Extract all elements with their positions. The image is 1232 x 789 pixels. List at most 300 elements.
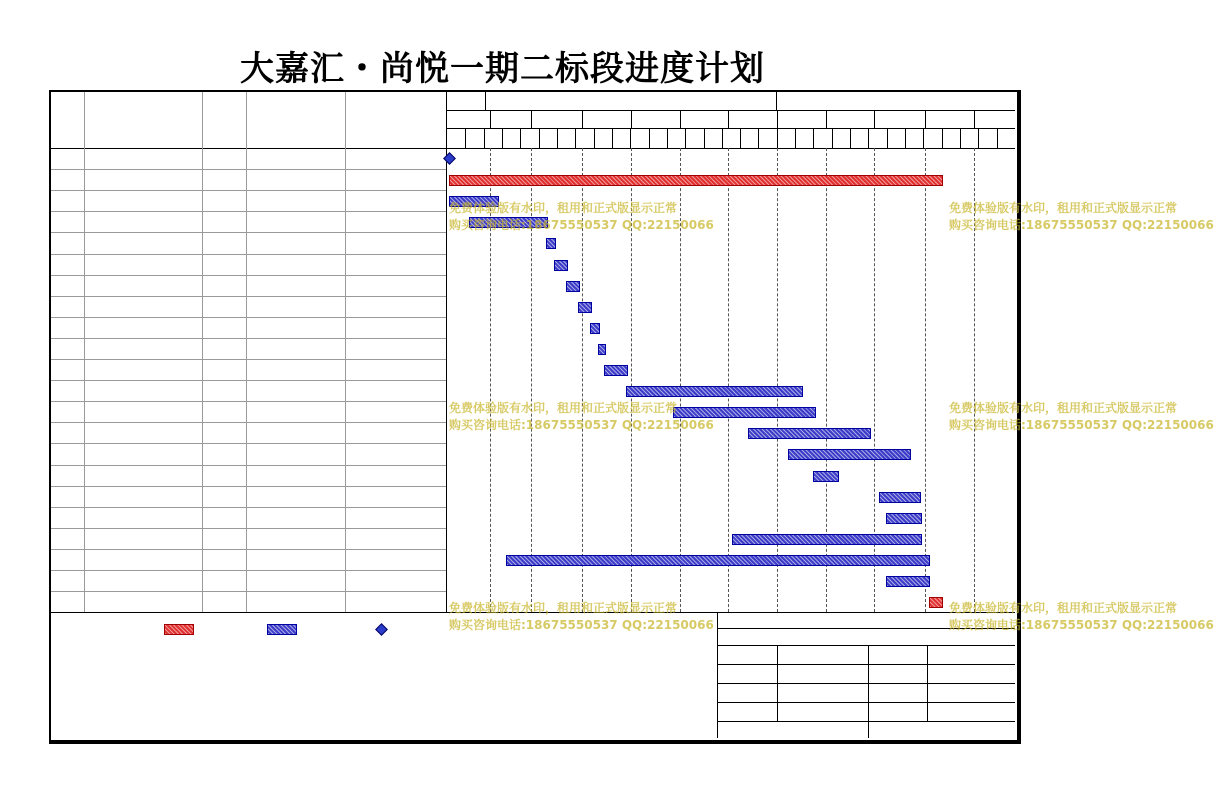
watermark-line: 购买咨询电话:18675550537 QQ:22150066 — [949, 218, 1214, 232]
task-end — [347, 299, 444, 313]
task-id — [55, 468, 83, 482]
task-end — [347, 510, 444, 524]
task-end — [347, 257, 444, 271]
bar-label — [554, 214, 734, 228]
grid-line — [51, 232, 446, 233]
task-end — [347, 214, 444, 228]
task-id — [55, 531, 83, 545]
grid-line — [874, 110, 875, 128]
grid-line — [680, 110, 681, 128]
task-start — [248, 235, 344, 249]
task-id — [55, 510, 83, 524]
grid-line — [557, 128, 558, 148]
task-end — [347, 383, 444, 397]
grid-line — [51, 317, 446, 318]
task-duration — [205, 235, 244, 249]
bar-label — [927, 489, 1107, 503]
critical-task-bar — [929, 597, 943, 608]
task-bar — [546, 238, 556, 249]
year-label — [776, 94, 1015, 108]
task-end — [347, 489, 444, 503]
task-end — [347, 320, 444, 334]
grid-line — [795, 128, 796, 148]
day-label — [997, 130, 1015, 144]
bar-label — [562, 235, 742, 249]
task-start — [248, 510, 344, 524]
grid-line — [942, 128, 943, 148]
task-start — [248, 594, 344, 608]
header-end — [345, 114, 446, 128]
task-start — [248, 193, 344, 207]
task-bar — [578, 302, 592, 313]
legend-normal-swatch — [267, 624, 297, 635]
task-name — [96, 594, 200, 608]
grid-line — [850, 128, 851, 148]
grid-line — [594, 128, 595, 148]
day-label — [758, 130, 776, 144]
task-duration — [205, 446, 244, 460]
watermark-line: 购买咨询电话:18675550537 QQ:22150066 — [949, 418, 1214, 432]
month-label — [974, 112, 1015, 126]
bar-label — [928, 510, 1108, 524]
bar-label — [586, 278, 766, 292]
task-start — [248, 573, 344, 587]
task-duration — [205, 573, 244, 587]
grid-line — [777, 128, 778, 148]
task-bar — [449, 196, 499, 207]
critical-task-bar — [449, 175, 943, 186]
grid-line — [923, 128, 924, 148]
grid-line — [51, 570, 446, 571]
task-name — [96, 235, 200, 249]
bar-label — [949, 594, 1129, 608]
gridline-dashed — [925, 148, 926, 612]
task-start — [248, 446, 344, 460]
grid-line — [520, 128, 521, 148]
task-id — [55, 573, 83, 587]
info-value — [927, 686, 1015, 700]
task-id — [55, 214, 83, 228]
watermark-line: 免费体验版有水印，租用和正式版显示正常 — [449, 401, 678, 415]
day-label — [923, 130, 941, 144]
day-label — [667, 130, 685, 144]
info-label — [868, 667, 927, 681]
task-name — [96, 362, 200, 376]
grid-line — [813, 128, 814, 148]
month-label — [490, 112, 531, 126]
grid-line — [777, 110, 778, 128]
grid-line — [717, 702, 1015, 703]
task-duration — [205, 510, 244, 524]
grid-line — [446, 128, 1015, 129]
task-end — [347, 446, 444, 460]
task-bar — [506, 555, 930, 566]
task-start — [248, 320, 344, 334]
info-label — [717, 667, 777, 681]
info-project — [717, 613, 1015, 627]
day-label — [539, 130, 557, 144]
task-name — [96, 404, 200, 418]
watermark-line: 购买咨询电话:18675550537 QQ:22150066 — [449, 218, 714, 232]
grid-line — [649, 128, 650, 148]
task-id — [55, 235, 83, 249]
bar-label — [809, 383, 989, 397]
task-start — [248, 341, 344, 355]
task-duration — [205, 531, 244, 545]
grid-line — [704, 128, 705, 148]
year-label — [447, 94, 485, 108]
header-name — [84, 114, 202, 128]
task-duration — [205, 193, 244, 207]
year-label — [485, 94, 776, 108]
info-label — [717, 686, 777, 700]
watermark-line: 购买咨询电话:18675550537 QQ:22150066 — [449, 618, 714, 632]
grid-line — [51, 549, 446, 550]
task-start — [248, 404, 344, 418]
month-label — [874, 112, 925, 126]
grid-line — [758, 128, 759, 148]
month-label — [631, 112, 680, 126]
task-end — [347, 151, 444, 165]
header-duration — [202, 114, 246, 128]
watermark-line: 免费体验版有水印，租用和正式版显示正常 — [949, 401, 1178, 415]
task-id — [55, 257, 83, 271]
month-label — [582, 112, 631, 126]
task-id — [55, 278, 83, 292]
task-duration — [205, 151, 244, 165]
grid-line — [868, 128, 869, 148]
day-label — [465, 130, 483, 144]
task-end — [347, 172, 444, 186]
info-label — [868, 705, 927, 719]
task-end — [347, 193, 444, 207]
grid-line — [51, 528, 446, 529]
task-id — [55, 320, 83, 334]
task-bar — [590, 323, 600, 334]
grid-line — [960, 128, 961, 148]
grid-line — [51, 296, 446, 297]
grid-line — [740, 128, 741, 148]
bar-label — [936, 552, 1116, 566]
task-name — [96, 573, 200, 587]
grid-line — [630, 128, 631, 148]
info-label — [717, 705, 777, 719]
task-end — [347, 552, 444, 566]
grid-line — [974, 110, 975, 128]
task-duration — [205, 594, 244, 608]
grid-line — [631, 110, 632, 128]
grid-line — [582, 110, 583, 128]
watermark-line: 免费体验版有水印，租用和正式版显示正常 — [949, 601, 1178, 615]
task-end — [347, 362, 444, 376]
task-duration — [205, 257, 244, 271]
bar-label — [598, 299, 778, 313]
month-label — [728, 112, 777, 126]
day-label — [887, 130, 905, 144]
grid-line — [722, 128, 723, 148]
month-label — [531, 112, 582, 126]
day-label — [868, 130, 886, 144]
task-start — [248, 489, 344, 503]
month-label — [447, 112, 490, 126]
task-id — [55, 193, 83, 207]
task-duration — [205, 552, 244, 566]
task-start — [248, 531, 344, 545]
task-bar — [604, 365, 629, 376]
task-end — [347, 404, 444, 418]
bar-label — [574, 257, 754, 271]
day-label — [447, 130, 465, 144]
task-bar — [673, 407, 816, 418]
task-bar — [566, 281, 580, 292]
watermark-line: 购买咨询电话:18675550537 QQ:22150066 — [449, 418, 714, 432]
grid-line — [539, 128, 540, 148]
task-start — [248, 278, 344, 292]
task-id — [55, 341, 83, 355]
task-id — [55, 425, 83, 439]
task-bar — [626, 386, 803, 397]
grid-line — [612, 128, 613, 148]
task-duration — [205, 278, 244, 292]
task-start — [248, 151, 344, 165]
task-name — [96, 383, 200, 397]
info-value — [927, 705, 1015, 719]
task-start — [248, 299, 344, 313]
grid-line — [51, 465, 446, 466]
task-start — [248, 362, 344, 376]
grid-line — [925, 110, 926, 128]
task-name — [96, 489, 200, 503]
task-start — [248, 257, 344, 271]
month-label — [777, 112, 826, 126]
task-duration — [205, 341, 244, 355]
task-duration — [205, 320, 244, 334]
task-bar — [788, 449, 911, 460]
task-name — [96, 446, 200, 460]
watermark-line: 免费体验版有水印，租用和正式版显示正常 — [449, 601, 678, 615]
grid-line — [51, 169, 446, 170]
day-label — [905, 130, 923, 144]
grid-line — [502, 128, 503, 148]
day-label — [649, 130, 667, 144]
task-bar — [748, 428, 871, 439]
watermark-text — [949, 200, 1232, 234]
grid-line — [717, 664, 1015, 665]
day-label — [777, 130, 795, 144]
info-company — [717, 630, 1015, 644]
task-duration — [205, 362, 244, 376]
task-duration — [205, 468, 244, 482]
day-label — [520, 130, 538, 144]
grid-line — [978, 128, 979, 148]
grid-line — [51, 380, 446, 381]
task-end — [347, 468, 444, 482]
task-duration — [205, 425, 244, 439]
task-end — [347, 531, 444, 545]
day-label — [630, 130, 648, 144]
task-id — [55, 362, 83, 376]
task-duration — [205, 299, 244, 313]
grid-line — [717, 628, 1015, 629]
grid-line — [826, 110, 827, 128]
legend-label — [62, 622, 102, 636]
bar-label — [505, 193, 685, 207]
grid-line — [51, 507, 446, 508]
legend-normal-label — [206, 622, 266, 636]
day-label — [942, 130, 960, 144]
grid-line — [887, 128, 888, 148]
task-id — [55, 404, 83, 418]
bar-label — [606, 320, 786, 334]
grid-line — [485, 92, 486, 110]
task-id — [55, 552, 83, 566]
task-end — [347, 594, 444, 608]
task-name — [96, 468, 200, 482]
task-id — [55, 594, 83, 608]
grid-line — [728, 110, 729, 128]
task-end — [347, 573, 444, 587]
task-name — [96, 148, 200, 169]
grid-line — [717, 645, 1015, 646]
grid-line — [51, 275, 446, 276]
task-bar — [598, 344, 606, 355]
task-name — [96, 278, 200, 292]
header-id — [51, 114, 84, 128]
grid-line — [446, 92, 447, 612]
task-bar — [886, 576, 930, 587]
month-label — [826, 112, 874, 126]
info-label — [868, 648, 927, 662]
bar-label — [936, 573, 1116, 587]
header-start — [246, 114, 345, 128]
day-label — [740, 130, 758, 144]
task-end — [347, 235, 444, 249]
task-bar — [554, 260, 568, 271]
grid-line — [685, 128, 686, 148]
task-duration — [205, 383, 244, 397]
day-label — [813, 130, 831, 144]
day-label — [832, 130, 850, 144]
task-start — [248, 383, 344, 397]
month-label — [680, 112, 728, 126]
info-label — [717, 648, 777, 662]
task-id — [55, 489, 83, 503]
bar-label — [612, 341, 792, 355]
grid-line — [51, 359, 446, 360]
day-label — [612, 130, 630, 144]
watermark-line: 免费体验版有水印，租用和正式版显示正常 — [949, 201, 1178, 215]
grid-line — [531, 110, 532, 128]
grid-line — [51, 486, 446, 487]
task-start — [248, 425, 344, 439]
grid-line — [777, 645, 778, 721]
task-start — [248, 552, 344, 566]
watermark-line: 购买咨询电话:18675550537 QQ:22150066 — [949, 618, 1214, 632]
grid-line — [51, 254, 446, 255]
task-bar — [813, 471, 839, 482]
bar-label — [845, 468, 1025, 482]
bar-label — [949, 172, 1129, 186]
legend-critical-label — [104, 622, 164, 636]
day-label — [960, 130, 978, 144]
task-duration — [205, 404, 244, 418]
grid-line — [776, 92, 777, 110]
grid-line — [717, 683, 1015, 684]
task-id — [55, 446, 83, 460]
grid-line — [575, 128, 576, 148]
task-start — [248, 214, 344, 228]
info-label — [868, 686, 927, 700]
task-name — [96, 531, 200, 545]
bar-label — [822, 404, 1002, 418]
task-bar — [886, 513, 922, 524]
grid-line — [51, 338, 446, 339]
task-name — [96, 552, 200, 566]
bar-label — [457, 151, 657, 165]
task-duration — [205, 489, 244, 503]
day-label — [722, 130, 740, 144]
day-label — [685, 130, 703, 144]
grid-line — [490, 110, 491, 128]
task-id — [55, 299, 83, 313]
grid-line — [51, 401, 446, 402]
grid-line — [905, 128, 906, 148]
day-label — [594, 130, 612, 144]
task-name — [96, 320, 200, 334]
task-name — [96, 257, 200, 271]
grid-line — [51, 422, 446, 423]
grid-line — [51, 443, 446, 444]
task-id — [55, 172, 83, 186]
day-label — [978, 130, 996, 144]
task-start — [248, 172, 344, 186]
task-bar — [879, 492, 921, 503]
task-name — [96, 341, 200, 355]
bar-label — [928, 531, 1108, 545]
day-label — [502, 130, 520, 144]
day-label — [850, 130, 868, 144]
task-duration — [205, 214, 244, 228]
task-duration — [205, 172, 244, 186]
grid-line — [465, 128, 466, 148]
day-label — [484, 130, 502, 144]
task-id — [55, 383, 83, 397]
day-label — [704, 130, 722, 144]
task-name — [96, 510, 200, 524]
day-label — [795, 130, 813, 144]
task-end — [347, 425, 444, 439]
day-label — [575, 130, 593, 144]
legend-milestone-label — [310, 622, 380, 636]
info-value — [927, 667, 1015, 681]
legend-critical-swatch — [164, 624, 194, 635]
bar-label — [877, 425, 1057, 439]
task-name — [96, 425, 200, 439]
watermark-line: 免费体验版有水印，租用和正式版显示正常 — [449, 201, 678, 215]
task-start — [248, 468, 344, 482]
page-title: 大嘉汇・尚悦一期二标段进度计划 — [240, 49, 765, 89]
grid-line — [832, 128, 833, 148]
grid-line — [997, 128, 998, 148]
gantt-sheet — [49, 90, 1214, 744]
grid-line — [51, 591, 446, 592]
task-end — [347, 278, 444, 292]
grid-line — [667, 128, 668, 148]
task-name — [96, 190, 200, 211]
task-id — [55, 151, 83, 165]
task-bar — [469, 217, 548, 228]
grid-line — [927, 645, 928, 721]
